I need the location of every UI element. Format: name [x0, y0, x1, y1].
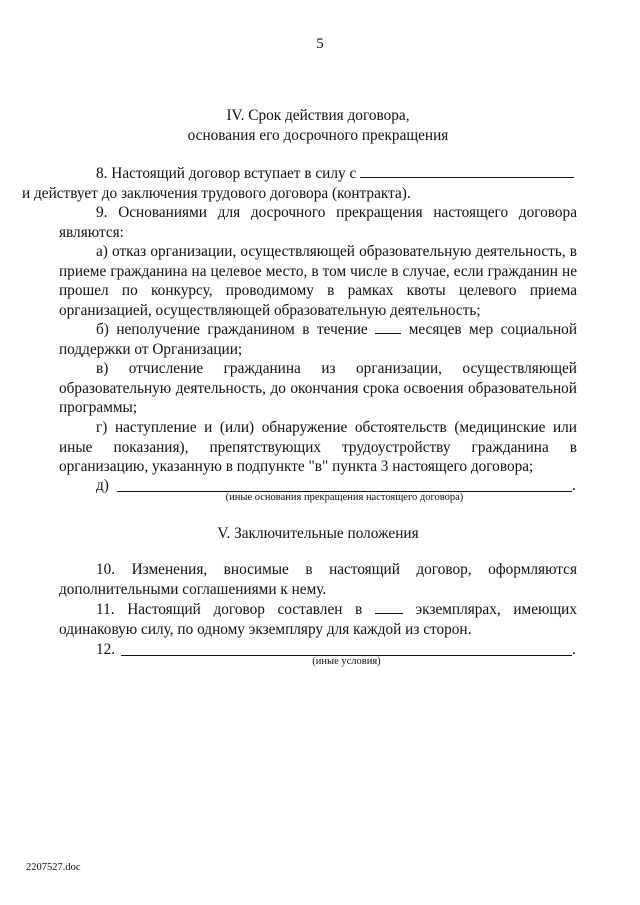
- date-blank: [360, 177, 574, 178]
- paragraph-8: [22, 164, 577, 203]
- months-blank: [375, 333, 401, 334]
- paragraph-a: а) отказ организации, осуществляющей образовательную деятельность, в приеме гражданина на целевое место, в том числе в случае, если гражданин не прошел по конкурсу, проводимому в рамках квоты целевого приема организацией, осуществляющей образовательную деятельность;: [59, 243, 577, 319]
- paragraph-11-text-a: 11. Настоящий договор составлен в: [96, 601, 363, 618]
- other-grounds-caption: (иные основания прекращения настоящего договора): [225, 492, 464, 503]
- paragraph-12-label: 12.: [96, 641, 116, 658]
- section-5-title: V. Заключительные положения: [217, 525, 419, 542]
- copies-blank: [375, 613, 403, 614]
- section-4-title: [59, 106, 577, 146]
- other-grounds-blank: [117, 476, 572, 492]
- paragraph-g: г) наступление и (или) обнаружение обстоятельств (медицинские или иные показания), препятствующих трудоустройству гражданина в организацию, указанную в подпункте "в" пункта 3 настоящего договора;: [59, 419, 577, 476]
- paragraph-d-label: д): [96, 477, 109, 494]
- other-conditions-caption: (иные условия): [312, 656, 381, 667]
- other-conditions-blank: [121, 640, 572, 656]
- section-4-title-line1: IV. Срок действия договора,: [226, 107, 410, 124]
- paragraph-b-text-a: б) неполучение гражданином в течение: [96, 321, 368, 338]
- paragraph-v: в) отчисление гражданина из организации, осуществляющей образовательную деятельность, до окончания срока освоения образовательной программы;: [59, 360, 577, 417]
- section-4-title-line2: основания его досрочного прекращения: [187, 127, 449, 144]
- paragraph-8-text-b: и действует до заключения трудового договора (контракта).: [22, 184, 411, 202]
- paragraph-12-end: .: [572, 641, 576, 658]
- paragraph-b: [59, 320, 577, 359]
- paragraph-d-end: .: [572, 477, 576, 494]
- footer-filename: 2207527.doc: [26, 862, 81, 873]
- page-number: 5: [316, 36, 324, 52]
- paragraph-11: [59, 600, 577, 639]
- paragraph-b-text-b: месяцев мер социальной поддержки от Организации;: [59, 321, 578, 358]
- paragraph-11-text-b: экземплярах, имеющих одинаковую силу, по одному экземпляру для каждой из сторон.: [59, 601, 578, 638]
- paragraph-10: 10. Изменения, вносимые в настоящий договор, оформляются дополнительными соглашениями к нему.: [59, 561, 577, 598]
- paragraph-8-text-a: 8. Настоящий договор вступает в силу с: [96, 165, 357, 182]
- paragraph-9: 9. Основаниями для досрочного прекращения настоящего договора являются:: [59, 204, 577, 241]
